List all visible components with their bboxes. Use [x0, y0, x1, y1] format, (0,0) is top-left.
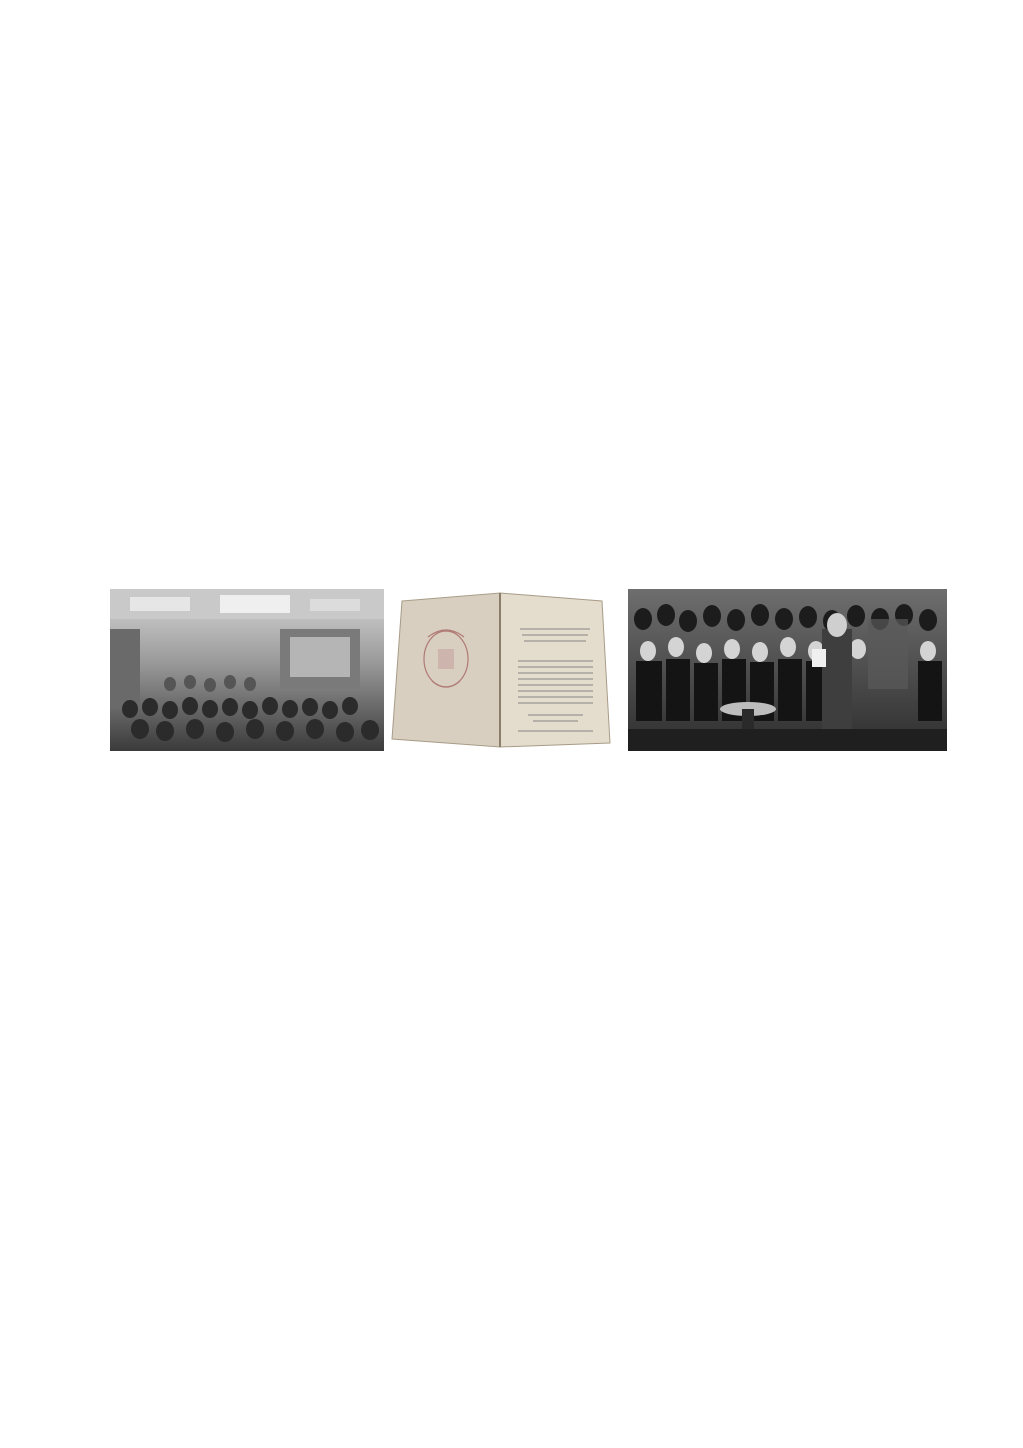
constitution-document-photo [388, 589, 614, 751]
figure-strip [110, 589, 947, 751]
oath-ceremony-photo [628, 589, 947, 751]
parliament-hall-photo [110, 589, 384, 751]
